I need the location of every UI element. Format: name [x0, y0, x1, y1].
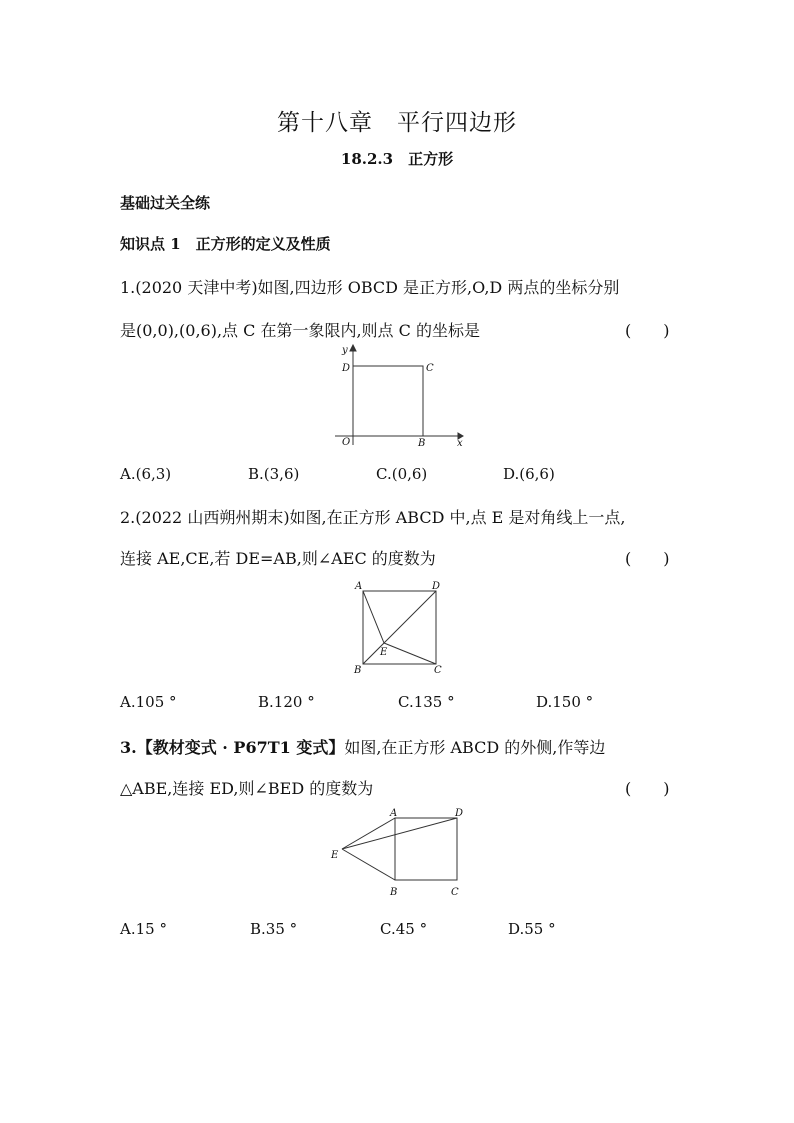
- question-3-option-a: A.15 °: [120, 920, 167, 938]
- practice-heading: 基础过关全练: [120, 194, 211, 212]
- y-axis-arrow: [350, 345, 356, 351]
- question-3-line-1-text: 如图,在正方形 ABCD 的外侧,作等边: [344, 738, 606, 757]
- question-3-figure: [328, 806, 474, 904]
- square-abcd: [395, 818, 457, 880]
- label-d: D: [342, 363, 351, 374]
- question-2-option-b: B.120 °: [258, 693, 315, 711]
- question-2-option-a: A.105 °: [120, 693, 177, 711]
- question-1-option-a: A.(6,3): [120, 465, 172, 483]
- question-3-option-b: B.35 °: [250, 920, 298, 938]
- question-2-line-1: 2.(2022 山西朔州期末)如图,在正方形 ABCD 中,点 E 是对角线上一点,: [120, 508, 626, 527]
- section-subtitle: 18.2.3 正方形: [340, 150, 454, 168]
- label-c: C: [426, 363, 434, 374]
- question-3-answer-blank: ( ): [625, 779, 670, 798]
- question-3-source: 3.【教材变式 · P67T1 变式】: [120, 738, 345, 757]
- label-b: B: [390, 887, 398, 898]
- question-3-option-c: C.45 °: [380, 920, 428, 938]
- label-c: C: [451, 887, 459, 898]
- question-3-line-2: △ABE,连接 ED,则∠BED 的度数为: [120, 779, 374, 798]
- segment-ed: [342, 818, 457, 849]
- label-x: x: [457, 438, 463, 449]
- question-1-figure: [330, 342, 465, 450]
- question-1-option-b: B.(3,6): [248, 465, 300, 483]
- square-obcd: [353, 366, 423, 436]
- label-a: A: [355, 581, 363, 592]
- question-2-option-d: D.150 °: [536, 693, 594, 711]
- question-1-line-2: 是(0,0),(0,6),点 C 在第一象限内,则点 C 的坐标是: [120, 321, 480, 340]
- question-3-option-d: D.55 °: [508, 920, 556, 938]
- label-b: B: [418, 438, 426, 449]
- question-2-answer-blank: ( ): [625, 549, 670, 568]
- chapter-title: 第十八章 平行四边形: [277, 110, 517, 136]
- question-2-figure: [350, 578, 450, 676]
- segment-ae: [363, 591, 384, 643]
- question-2-line-2: 连接 AE,CE,若 DE=AB,则∠AEC 的度数为: [120, 549, 436, 568]
- label-a: A: [390, 808, 398, 819]
- label-e: E: [380, 647, 388, 658]
- diagonal-db: [363, 591, 436, 664]
- question-1-option-d: D.(6,6): [503, 465, 555, 483]
- segment-ec: [384, 643, 436, 664]
- knowledge-point-heading: 知识点 1 正方形的定义及性质: [120, 235, 331, 253]
- question-2-option-c: C.135 °: [398, 693, 455, 711]
- segment-ea: [342, 818, 395, 849]
- label-d: D: [455, 808, 464, 819]
- question-3-line-1: [120, 735, 605, 758]
- label-b: B: [354, 665, 362, 676]
- question-1-option-c: C.(0,6): [376, 465, 428, 483]
- label-d: D: [432, 581, 441, 592]
- label-e: E: [331, 850, 339, 861]
- label-c: C: [434, 665, 442, 676]
- question-1-answer-blank: ( ): [625, 321, 670, 340]
- label-y: y: [342, 345, 348, 356]
- segment-eb: [342, 849, 395, 880]
- question-1-line-1: 1.(2020 天津中考)如图,四边形 OBCD 是正方形,O,D 两点的坐标分别: [120, 278, 620, 297]
- label-o: O: [342, 437, 351, 448]
